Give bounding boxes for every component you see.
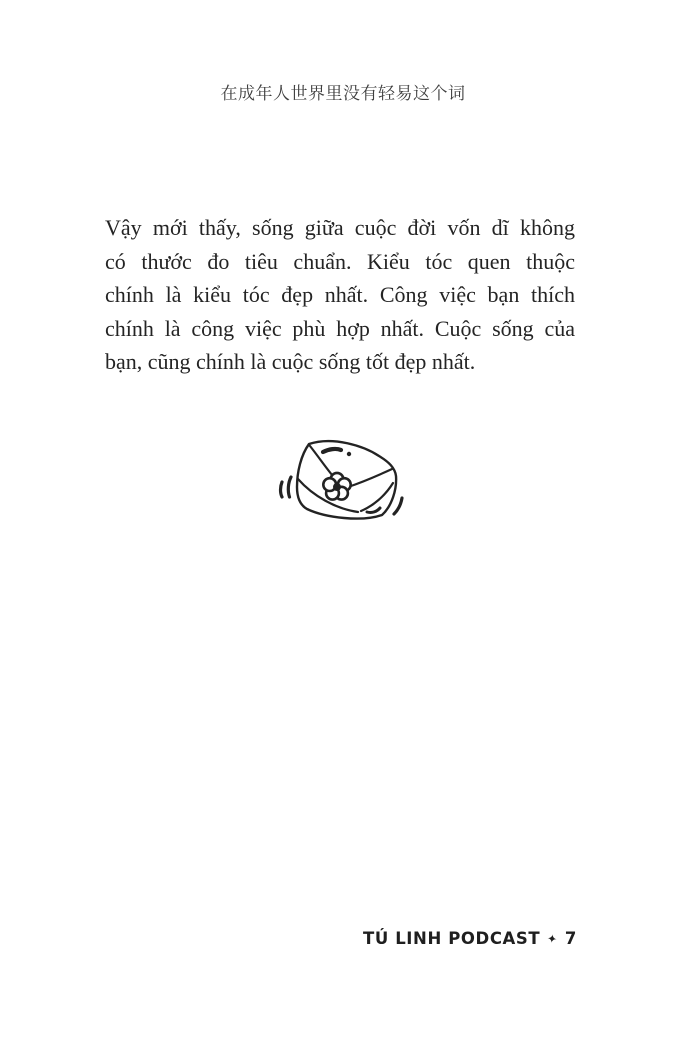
accent-stroke-left-inner (288, 477, 291, 497)
bottom-dash (367, 508, 380, 513)
main-paragraph (105, 211, 575, 379)
sparkle-icon: ✦ (546, 930, 559, 947)
paragraph-line: bạn, cũng chính là cuộc sống tốt đẹp nhất. (105, 349, 476, 374)
envelope-flap-right-edge (348, 469, 392, 487)
accent-stroke-left-outer (281, 482, 283, 497)
footer-brand: TÚ LINH PODCAST (363, 929, 541, 948)
paragraph-line: chính là kiểu tóc đẹp nhất. Công việc bạn thích (105, 282, 575, 307)
accent-stroke-right (394, 498, 402, 514)
envelope-illustration (265, 425, 435, 545)
running-header: 在成年人世界里没有轻易这个词 (220, 84, 466, 103)
page-number: 7 (564, 929, 577, 948)
paragraph-line: chính là công việc phù hợp nhất. Cuộc sống của (105, 315, 575, 341)
flap-dot (347, 452, 351, 456)
flower-center (333, 483, 341, 491)
flap-dash (323, 449, 341, 452)
page-footer (363, 929, 577, 948)
paragraph-line: Vậy mới thấy, sống giữa cuộc đời vốn dĩ không (105, 215, 575, 240)
flower-seal-icon (323, 473, 350, 500)
paragraph-line: có thước đo tiêu chuẩn. Kiểu tóc quen thuộc (105, 248, 575, 274)
